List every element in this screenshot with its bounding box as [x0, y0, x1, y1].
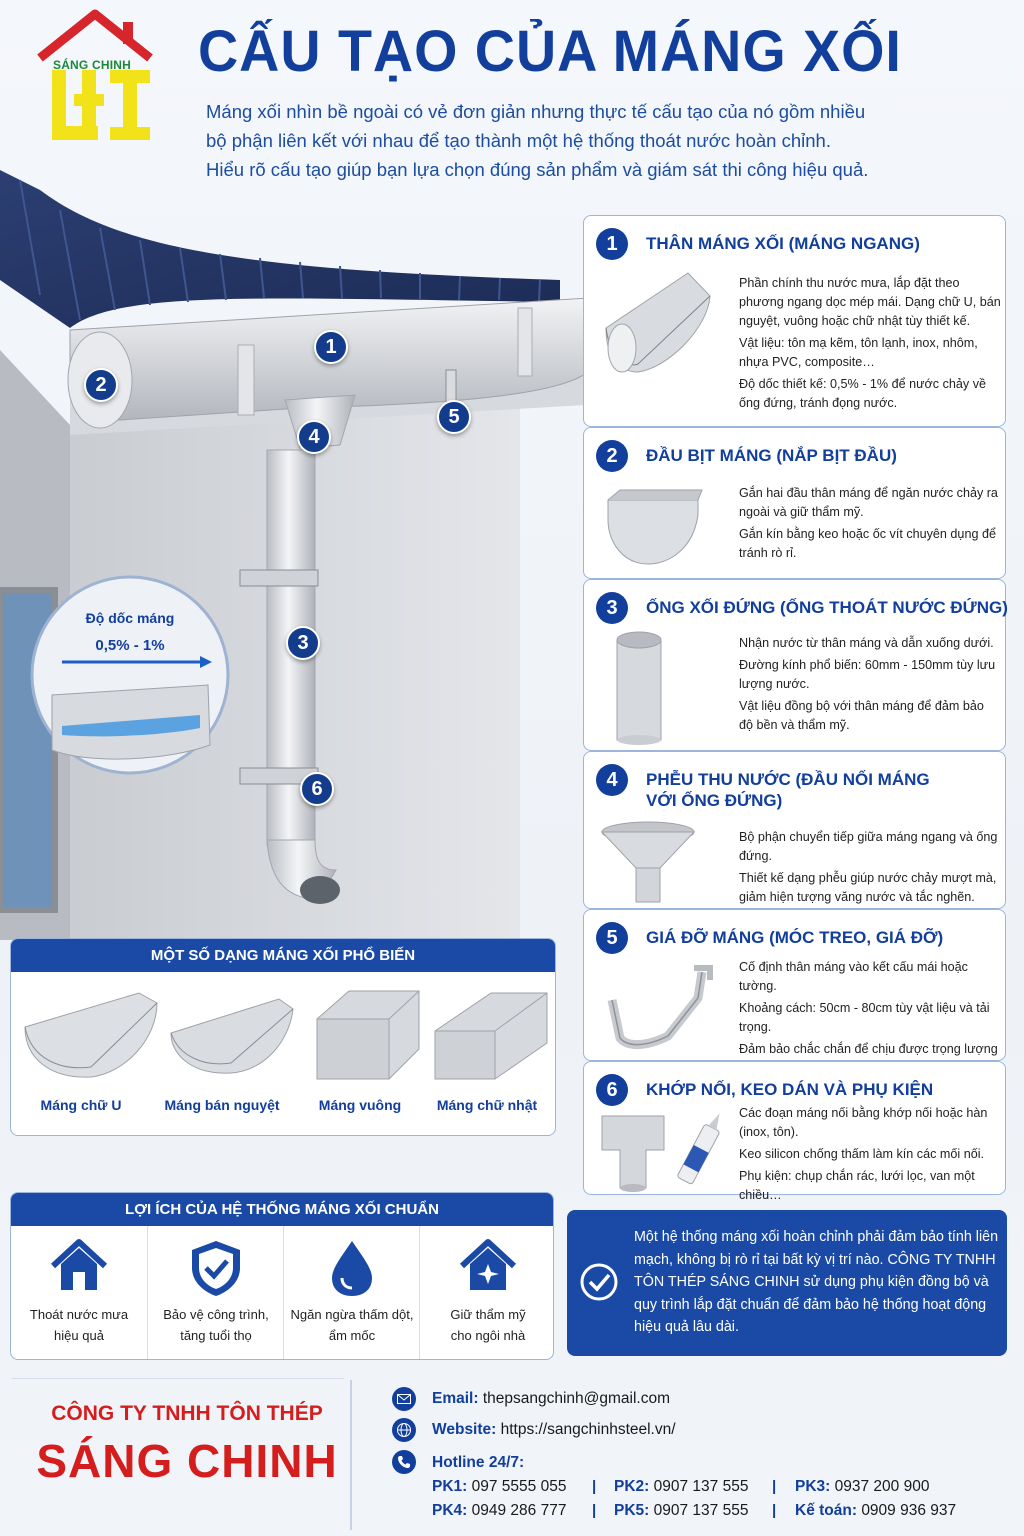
conclusion-text: Một hệ thống máng xối hoàn chỉnh phải đảm bảo tính liên mạch, không bị rò rỉ tại bất kỳ vị trí nào. CÔNG TY TNHH TÔN THÉP SÁNG CHINH sử dụng phụ kiện đồng bộ và quy trình lắp đặt chuẩn để đảm bảo hệ thống hoạt động hiệu quả lâu dài. — [634, 1229, 999, 1335]
benefits-panel — [10, 1192, 554, 1360]
gutter-types-panel — [10, 938, 556, 1136]
phone-pk2[interactable]: PK2: 0907 137 555 — [614, 1478, 749, 1495]
badge-gutter-body: 1 — [314, 330, 348, 364]
badge-funnel: 4 — [297, 420, 331, 454]
company-type: CÔNG TY TNHH TÔN THÉP — [51, 1402, 323, 1425]
gutter-system-illustration — [0, 170, 585, 940]
website-row — [432, 1421, 676, 1439]
type-label-u: Máng chữ U — [40, 1097, 122, 1113]
check-circle-icon — [579, 1262, 619, 1302]
part-line: Đường kính phổ biến: 60mm - 150mm tùy lưu lượng nước. — [739, 658, 996, 691]
part-number: 1 — [596, 228, 628, 260]
part-card-3 — [583, 579, 1006, 751]
phone-pk5[interactable]: PK5: 0907 137 555 — [614, 1502, 749, 1519]
part-line: Cố định thân máng vào kết cấu mái hoặc tường. — [739, 960, 968, 993]
intro-line-1: Máng xối nhìn bề ngoài có vẻ đơn giản nhưng thực tế cấu tạo của nó gồm nhiều — [206, 101, 866, 122]
parts-list — [583, 215, 1008, 1202]
part-line: Phần chính thu nước mưa, lắp đặt theo phương ngang dọc mép mái. Dạng chữ U, bán nguyệt, vuông hoặc chữ nhật tùy thiết kế. — [739, 276, 1001, 328]
part-line: Keo silicon chống thấm làm kín các mối nối. — [739, 1147, 984, 1161]
logo-name: SÁNG CHINH — [52, 58, 131, 72]
phone-pk1[interactable]: PK1: 097 5555 055 — [432, 1478, 567, 1495]
phone-separator: | — [592, 1502, 597, 1519]
part-number: 3 — [596, 592, 628, 624]
part-description — [739, 828, 1001, 910]
intro-line-3: Hiểu rõ cấu tạo giúp bạn lựa chọn đúng sản phẩm và giám sát thi công hiệu quả. — [206, 159, 869, 180]
type-label-half-round: Máng bán nguyệt — [164, 1097, 280, 1113]
email-link[interactable]: thepsangchinh@gmail.com — [482, 1390, 671, 1407]
type-label-rectangular: Máng chữ nhật — [436, 1097, 538, 1113]
benefit-text: Thoát nước mưa hiệu quả — [29, 1307, 129, 1343]
page-title: CẤU TẠO CỦA MÁNG XỐI — [198, 19, 902, 84]
gutter-half-round-icon — [598, 268, 718, 378]
badge-end-cap: 2 — [84, 368, 118, 402]
benefit-text: Ngăn ngừa thấm dột, ẩm mốc — [290, 1307, 414, 1343]
part-title: ỐNG XỐI ĐỨNG (ỐNG THOÁT NƯỚC ĐỨNG) — [646, 598, 1008, 617]
part-title: THÂN MÁNG XỐI (MÁNG NGANG) — [646, 234, 920, 253]
joint-sealant-icon — [598, 1106, 728, 1192]
part-card-1 — [583, 215, 1006, 427]
part-title: ĐẦU BỊT MÁNG (NẮP BỊT ĐẦU) — [646, 446, 897, 465]
part-line: Các đoạn máng nối bằng khớp nối hoặc hàn (inox, tôn). — [739, 1106, 988, 1139]
part-number: 6 — [596, 1074, 628, 1106]
part-description — [739, 274, 1001, 416]
footer-divider — [12, 1378, 344, 1379]
benefit-item — [283, 1226, 419, 1360]
part-line: Độ dốc thiết kế: 0,5% - 1% để nước chảy về ống đứng, tránh đọng nước. — [739, 377, 986, 410]
type-label-square: Máng vuông — [318, 1097, 402, 1113]
phone-separator: | — [772, 1478, 777, 1495]
slope-title: Độ dốc máng — [85, 610, 175, 626]
part-line: Đảm bảo chắc chắn để chịu được trọng lượng — [739, 1042, 998, 1056]
part-number: 5 — [596, 922, 628, 954]
part-line: Nhận nước từ thân máng và dẫn xuống dưới. — [739, 636, 994, 650]
email-row — [432, 1390, 670, 1408]
part-line: Gắn kín bằng keo hoặc ốc vít chuyên dụng để tránh rò rỉ. — [739, 527, 996, 560]
website-link[interactable]: https://sangchinhsteel.vn/ — [500, 1421, 676, 1438]
conclusion-box — [567, 1210, 1007, 1356]
part-line: Phụ kiện: chụp chắn rác, lưới lọc, van một chiều… — [739, 1169, 975, 1202]
u-gutter-icon — [21, 989, 161, 1081]
house-icon — [49, 1238, 109, 1294]
phone-separator: | — [592, 1478, 597, 1495]
bracket-icon — [598, 958, 718, 1053]
part-description — [739, 634, 1001, 738]
water-drop-icon — [322, 1238, 382, 1298]
badge-bracket: 5 — [437, 400, 471, 434]
benefit-item — [419, 1226, 554, 1360]
company-logo — [30, 8, 160, 148]
part-card-5 — [583, 909, 1006, 1061]
part-line: Bộ phận chuyển tiếp giữa máng ngang và ống đứng. — [739, 830, 998, 863]
rectangular-gutter-icon — [431, 987, 551, 1087]
shield-check-icon — [186, 1238, 246, 1298]
half-round-gutter-icon — [167, 993, 297, 1079]
house-sparkle-icon — [458, 1238, 518, 1294]
gutter-types-heading: MỘT SỐ DẠNG MÁNG XỐI PHỔ BIẾN — [11, 939, 555, 972]
globe-icon — [392, 1418, 416, 1442]
end-cap-icon — [598, 480, 708, 570]
part-number: 2 — [596, 440, 628, 472]
benefit-text: Giữ thẩm mỹ cho ngôi nhà — [450, 1307, 526, 1343]
part-line: Vật liệu đồng bộ với thân máng để đảm bảo độ bền và thẩm mỹ. — [739, 699, 984, 732]
part-card-2 — [583, 427, 1006, 579]
phone-accounting[interactable]: Kế toán: 0909 936 937 — [795, 1502, 957, 1519]
phone-pk4[interactable]: PK4: 0949 286 777 — [432, 1502, 567, 1519]
part-number: 4 — [596, 764, 628, 796]
square-gutter-icon — [313, 987, 423, 1087]
benefit-text: Bảo vệ công trình, tăng tuổi thọ — [163, 1307, 269, 1343]
part-line: Gắn hai đầu thân máng để ngăn nước chảy ra ngoài và giữ thẩm mỹ. — [739, 486, 998, 519]
hotline-row — [432, 1454, 524, 1472]
part-title: KHỚP NỐI, KEO DÁN VÀ PHỤ KIỆN — [646, 1080, 934, 1099]
funnel-icon — [598, 820, 698, 905]
part-description — [739, 1104, 1001, 1208]
part-description — [739, 484, 1001, 566]
intro-line-2: bộ phận liên kết với nhau để tạo thành một hệ thống thoát nước hoàn chỉnh. — [206, 130, 831, 151]
part-title-line-2: VỚI ỐNG ĐỨNG) — [646, 791, 783, 810]
email-icon — [392, 1387, 416, 1411]
part-card-6 — [583, 1061, 1006, 1202]
phone-pk3[interactable]: PK3: 0937 200 900 — [795, 1478, 930, 1495]
benefit-item — [147, 1226, 283, 1360]
phone-icon — [392, 1450, 416, 1474]
benefits-heading: LỢI ÍCH CỦA HỆ THỐNG MÁNG XỐI CHUẨN — [11, 1193, 553, 1226]
slope-value: 0,5% - 1% — [95, 637, 165, 654]
email-label: Email: — [432, 1390, 479, 1407]
company-name: SÁNG CHINH — [36, 1435, 338, 1487]
part-line: Khoảng cách: 50cm - 80cm tùy vật liệu và tải trọng. — [739, 1001, 990, 1034]
part-title-line-1: PHỄU THU NƯỚC (ĐẦU NỐI MÁNG — [646, 770, 930, 789]
website-label: Website: — [432, 1421, 497, 1438]
phone-separator: | — [772, 1502, 777, 1519]
benefit-item — [11, 1226, 147, 1360]
part-line: Thiết kế dạng phễu giúp nước chảy mượt mà, giảm hiện tượng văng nước và tắc nghẽn. — [739, 871, 997, 904]
badge-accessories: 6 — [300, 772, 334, 806]
part-title — [646, 769, 930, 811]
part-line: Vật liệu: tôn mạ kẽm, tôn lạnh, inox, nhôm, nhựa PVC, composite… — [739, 336, 978, 369]
part-title: GIÁ ĐỠ MÁNG (MÓC TREO, GIÁ ĐỠ) — [646, 928, 944, 947]
part-card-4 — [583, 751, 1006, 909]
downpipe-icon — [609, 630, 669, 745]
badge-downpipe: 3 — [286, 626, 320, 660]
hotline-label: Hotline 24/7: — [432, 1454, 525, 1471]
